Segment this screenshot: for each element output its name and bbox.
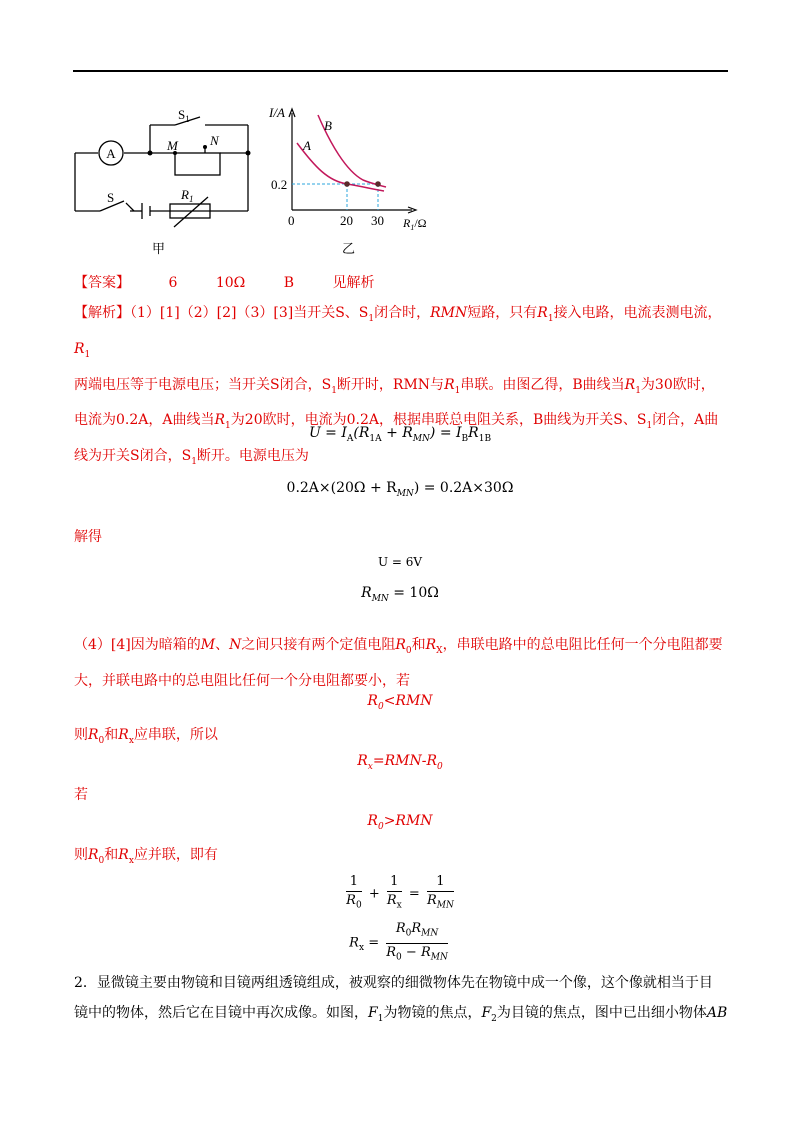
x-tick-30: 30 bbox=[371, 213, 384, 228]
junction-dot bbox=[148, 151, 153, 156]
conclusion-2: 则$R_0$和$R_x$应并联，即有 bbox=[74, 847, 218, 866]
answer-label: 【答案】 bbox=[74, 275, 130, 291]
junction-dot bbox=[246, 151, 251, 156]
circuit-diagram bbox=[75, 117, 248, 227]
solve-label: 解得 bbox=[74, 529, 102, 545]
graph-caption: 乙 bbox=[342, 242, 356, 257]
x-tick-20: 20 bbox=[340, 213, 353, 228]
ammeter-label: A bbox=[106, 146, 116, 161]
answer-value-2: 10Ω bbox=[215, 275, 246, 291]
rx-formula: $R_x$ = $\frac{R_0R_{MN}}{R_0 - R_{MN}}$ bbox=[349, 921, 448, 963]
circuit-caption: 甲 bbox=[152, 242, 166, 257]
point-a bbox=[344, 181, 350, 187]
equation-2: $0.2A\times(20\Omega + R_{MN}) = 0.2A\times 30\Omega$ bbox=[286, 480, 514, 499]
condition-3: $R_0>RMN$ bbox=[367, 813, 433, 832]
figure bbox=[60, 95, 460, 270]
graph-axes bbox=[289, 109, 416, 213]
terminal-m-label: M bbox=[167, 138, 178, 153]
curve-b-label: B bbox=[324, 118, 332, 133]
terminal-n-dot bbox=[203, 145, 207, 149]
question-2-line-2: 镜中的物体，然后它在目镜中再次成像。如图，$F_1$为物镜的焦点，$F_2$为目镜的焦点，图中已出细小物体AB bbox=[74, 1005, 728, 1024]
question-2 bbox=[74, 968, 734, 1034]
equation-4: $R_{MN} = 10\Omega$ bbox=[361, 585, 439, 604]
question-2-line-1: 2．显微镜主要由物镜和目镜两组透镜组成，被观察的细微物体先在物镜中成一个像，这个像就相当于目 bbox=[74, 975, 713, 991]
switch-s-label: S bbox=[107, 190, 115, 205]
analysis-paragraph bbox=[74, 298, 734, 477]
parallel-formula: $\frac{1}{R_0}$ + $\frac{1}{R_x}$ = $\frac{1}{R_{MN}}$ bbox=[346, 874, 454, 911]
header-rule bbox=[73, 70, 728, 72]
point-b bbox=[375, 181, 381, 187]
switch-s1-label: $S_1$ bbox=[178, 107, 190, 124]
analysis-line-1: 【解析】（1）[1]（2）[2]（3）[3]当开关S、$S_1$闭合时，RMN短路，只有$R_1$接入电路，电流表测电流，$R_1$ bbox=[74, 305, 722, 360]
curve-a-label: A bbox=[303, 138, 311, 153]
analysis-line-3: 电流为0.2A，A曲线当$R_1$为20欧时，电流为0.2A，根据串联总电阻关系，B曲线为开关S、$S_1$闭合，A曲 bbox=[74, 412, 719, 432]
y-axis-label: I/A bbox=[269, 105, 285, 120]
part4-line-2: 大，并联电路中的总电阻比任何一个分电阻都要小，若 bbox=[74, 672, 410, 689]
condition-1: $R_0<RMN$ bbox=[367, 693, 433, 712]
analysis-line-2: 两端电压等于电源电压；当开关S闭合，$S_1$断开时，RMN与$R_1$串联。由图乙得，B曲线当$R_1$为30欧时， bbox=[74, 376, 715, 396]
answer-value-3: B bbox=[283, 275, 294, 291]
equation-3: U = 6V bbox=[377, 555, 423, 569]
origin-label: 0 bbox=[288, 213, 295, 228]
answer-value-1: 6 bbox=[168, 275, 178, 291]
part4-paragraph bbox=[74, 630, 734, 696]
y-tick-label: 0.2 bbox=[271, 177, 288, 192]
equation-1: $U = I_A(R_{1A} + R_{MN}) = I_BR_{1B}$ bbox=[308, 425, 492, 444]
part4-line-1: （4）[4]因为暗箱的M、N之间只接有两个定值电阻$R_0$和$R_X$，串联电路中的总电阻比任何一个分电阻都要 bbox=[74, 637, 723, 656]
conclusion-1: 则$R_0$和$R_x$应串联，所以 bbox=[74, 727, 218, 746]
terminal-n-label: N bbox=[210, 133, 219, 148]
answer-value-4: 见解析 bbox=[332, 275, 375, 291]
analysis-line-4: 线为开关S闭合，$S_1$断开。电源电压为 bbox=[74, 448, 309, 467]
if-label: 若 bbox=[74, 787, 88, 803]
rheostat-r1-label: $R_1$ bbox=[181, 187, 194, 204]
condition-2: $R_x=RMN-R_0$ bbox=[357, 753, 443, 772]
x-axis-label: $R_1/\Omega$ bbox=[403, 216, 427, 232]
answer-line bbox=[74, 268, 734, 298]
